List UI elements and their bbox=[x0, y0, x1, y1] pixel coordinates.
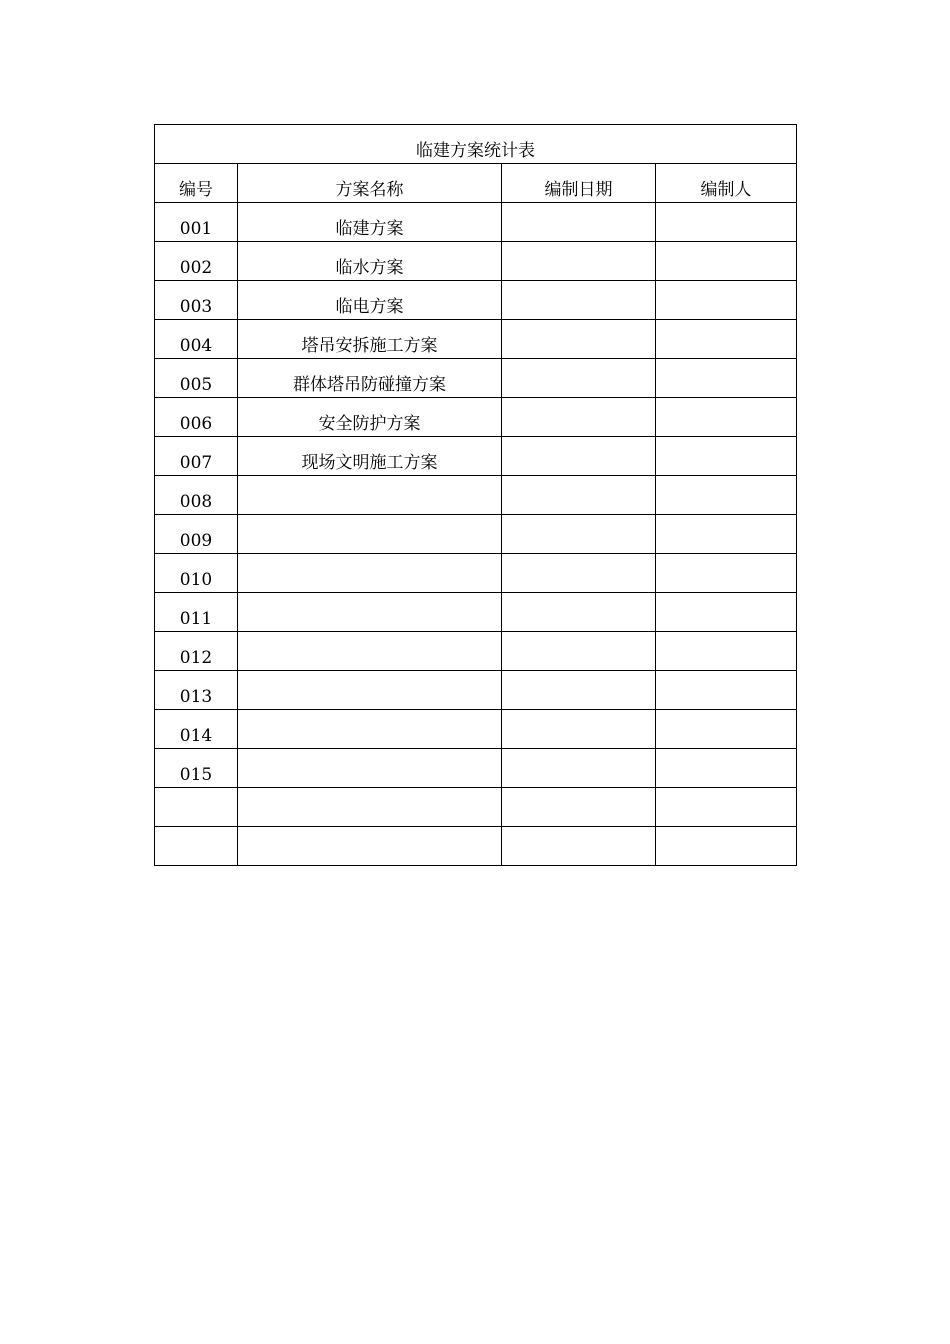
cell-compile-date bbox=[502, 554, 656, 593]
cell-number: 011 bbox=[155, 593, 238, 632]
cell-number: 013 bbox=[155, 671, 238, 710]
cell-plan-name bbox=[238, 554, 502, 593]
cell-plan-name bbox=[238, 788, 502, 827]
cell-compile-date bbox=[502, 359, 656, 398]
table-header-row bbox=[155, 164, 797, 203]
table-row bbox=[155, 281, 797, 320]
cell-plan-name: 群体塔吊防碰撞方案 bbox=[238, 359, 502, 398]
cell-compile-date bbox=[502, 632, 656, 671]
cell-plan-name bbox=[238, 593, 502, 632]
cell-plan-name: 现场文明施工方案 bbox=[238, 437, 502, 476]
cell-compiler bbox=[656, 554, 797, 593]
table-row bbox=[155, 242, 797, 281]
table-row bbox=[155, 515, 797, 554]
cell-compiler bbox=[656, 710, 797, 749]
cell-number: 007 bbox=[155, 437, 238, 476]
cell-compiler bbox=[656, 203, 797, 242]
cell-plan-name bbox=[238, 632, 502, 671]
table-row bbox=[155, 437, 797, 476]
cell-number: 006 bbox=[155, 398, 238, 437]
table-row bbox=[155, 593, 797, 632]
cell-plan-name bbox=[238, 476, 502, 515]
cell-compiler bbox=[656, 476, 797, 515]
cell-plan-name: 安全防护方案 bbox=[238, 398, 502, 437]
table-row bbox=[155, 203, 797, 242]
table-row bbox=[155, 359, 797, 398]
cell-plan-name: 临水方案 bbox=[238, 242, 502, 281]
cell-compile-date bbox=[502, 788, 656, 827]
table-row bbox=[155, 554, 797, 593]
header-number: 编号 bbox=[155, 164, 238, 203]
cell-compiler bbox=[656, 515, 797, 554]
table-row bbox=[155, 749, 797, 788]
cell-compiler bbox=[656, 398, 797, 437]
header-compile-date: 编制日期 bbox=[502, 164, 656, 203]
cell-compiler bbox=[656, 242, 797, 281]
cell-plan-name: 临建方案 bbox=[238, 203, 502, 242]
cell-number: 002 bbox=[155, 242, 238, 281]
table-row bbox=[155, 710, 797, 749]
cell-compiler bbox=[656, 827, 797, 866]
cell-compiler bbox=[656, 593, 797, 632]
document-sheet bbox=[154, 124, 796, 866]
cell-compiler bbox=[656, 437, 797, 476]
cell-compile-date bbox=[502, 437, 656, 476]
plan-statistics-table bbox=[154, 124, 797, 866]
cell-number: 009 bbox=[155, 515, 238, 554]
cell-compiler bbox=[656, 320, 797, 359]
cell-compiler bbox=[656, 788, 797, 827]
cell-compiler bbox=[656, 749, 797, 788]
cell-compile-date bbox=[502, 515, 656, 554]
table-row bbox=[155, 320, 797, 359]
cell-plan-name bbox=[238, 827, 502, 866]
cell-number: 012 bbox=[155, 632, 238, 671]
cell-number: 003 bbox=[155, 281, 238, 320]
cell-plan-name: 塔吊安拆施工方案 bbox=[238, 320, 502, 359]
cell-number: 001 bbox=[155, 203, 238, 242]
table-row bbox=[155, 671, 797, 710]
table-title: 临建方案统计表 bbox=[155, 125, 797, 164]
cell-compiler bbox=[656, 671, 797, 710]
cell-plan-name bbox=[238, 515, 502, 554]
table-row bbox=[155, 632, 797, 671]
cell-number: 014 bbox=[155, 710, 238, 749]
cell-compile-date bbox=[502, 476, 656, 515]
header-compiler: 编制人 bbox=[656, 164, 797, 203]
cell-compile-date bbox=[502, 827, 656, 866]
cell-plan-name bbox=[238, 671, 502, 710]
cell-number: 005 bbox=[155, 359, 238, 398]
cell-compile-date bbox=[502, 320, 656, 359]
cell-compile-date bbox=[502, 710, 656, 749]
cell-compiler bbox=[656, 281, 797, 320]
table-body bbox=[155, 125, 797, 866]
header-plan-name: 方案名称 bbox=[238, 164, 502, 203]
table-row bbox=[155, 476, 797, 515]
table-title-row bbox=[155, 125, 797, 164]
cell-compile-date bbox=[502, 281, 656, 320]
cell-compile-date bbox=[502, 203, 656, 242]
cell-number bbox=[155, 827, 238, 866]
cell-compile-date bbox=[502, 398, 656, 437]
cell-compiler bbox=[656, 359, 797, 398]
cell-number: 015 bbox=[155, 749, 238, 788]
cell-compiler bbox=[656, 632, 797, 671]
cell-plan-name bbox=[238, 749, 502, 788]
cell-plan-name bbox=[238, 710, 502, 749]
cell-compile-date bbox=[502, 671, 656, 710]
cell-compile-date bbox=[502, 593, 656, 632]
table-row bbox=[155, 788, 797, 827]
table-row bbox=[155, 827, 797, 866]
cell-compile-date bbox=[502, 749, 656, 788]
cell-number bbox=[155, 788, 238, 827]
cell-plan-name: 临电方案 bbox=[238, 281, 502, 320]
cell-number: 004 bbox=[155, 320, 238, 359]
table-row bbox=[155, 398, 797, 437]
cell-number: 010 bbox=[155, 554, 238, 593]
cell-number: 008 bbox=[155, 476, 238, 515]
cell-compile-date bbox=[502, 242, 656, 281]
